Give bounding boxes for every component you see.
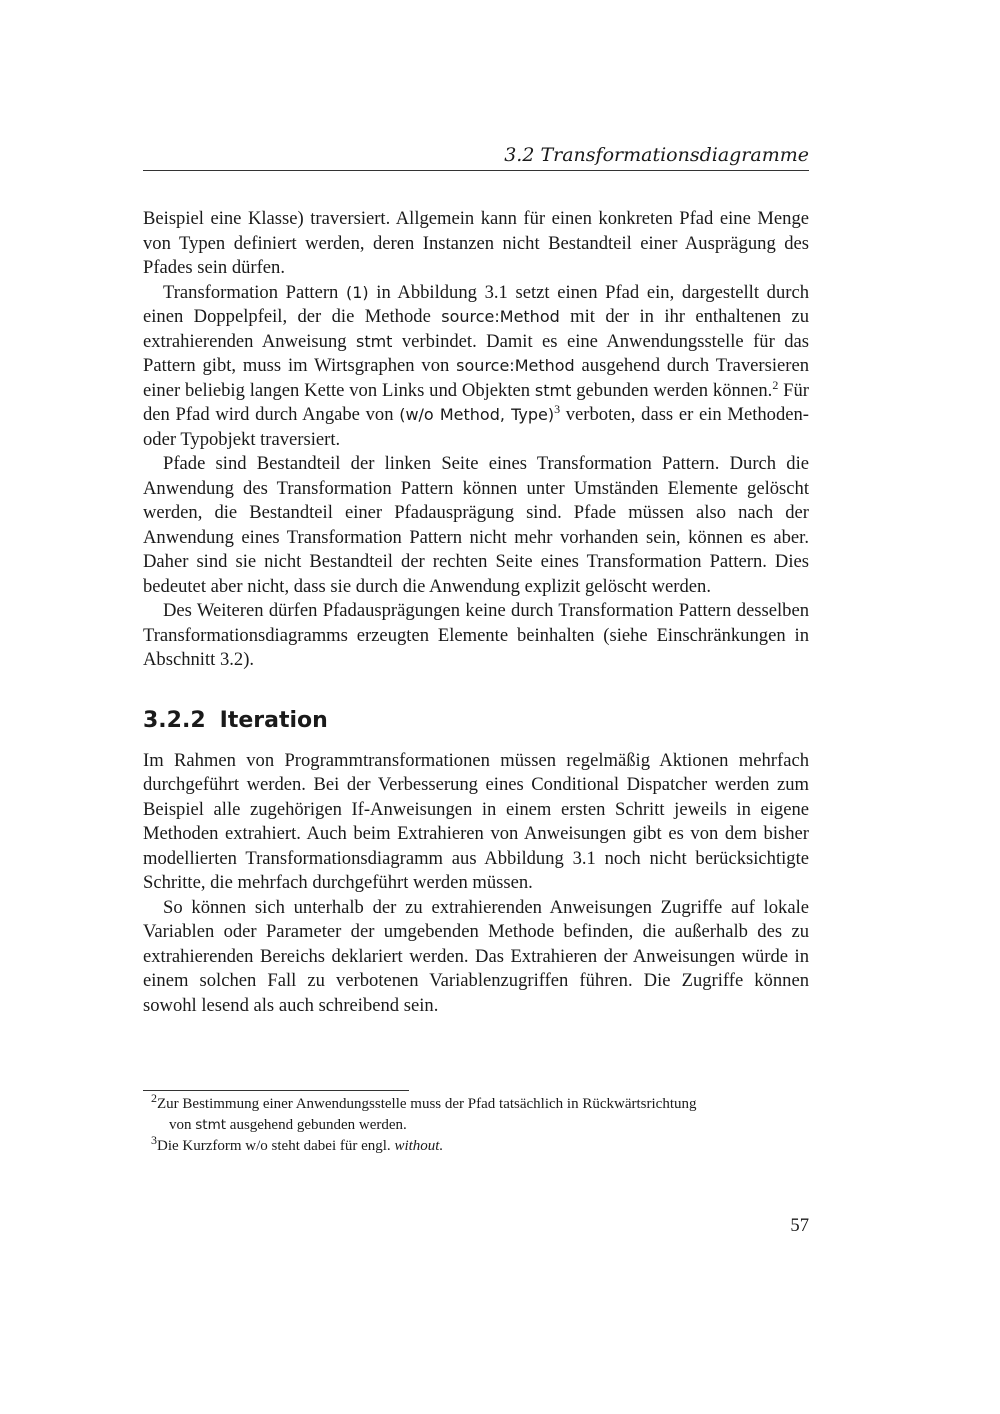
section-number: 3.2.2 <box>143 707 206 733</box>
p2-text: in Abbildung 3.1 setzt einen Pfad ein, dargestellt durch einen Doppelpfeil, der die Methode <box>143 281 809 327</box>
footnote-text: ausgehend gebunden werden. <box>226 1117 407 1133</box>
footnote-italic: without. <box>394 1138 444 1154</box>
paragraph-3: Pfade sind Bestandteil der linken Seite eines Transformation Pattern. Durch die Anwendung des Transformation Pattern können unter Umständen Elemente gelöscht werden, die Bestandteil einer Pfadausprägung sind. Pfade müssen also nach der Anwendung eines Transformation Pattern nicht mehr vorhanden sein, können es aber. Daher sind sie nicht Bestandteil der rechten Seite eines Transformation Pattern. Dies bedeutet aber nicht, dass sie durch die Anwendung explizit gelöscht werden. <box>143 453 809 597</box>
running-title: 3.2 Transformationsdiagramme <box>504 144 809 166</box>
code-stmt: stmt <box>534 380 572 400</box>
footnote-text: Die Kurzform w/o steht dabei für engl. <box>157 1138 395 1154</box>
code-stmt: stmt <box>355 331 393 351</box>
footnote-ref-2[interactable]: 2 <box>772 377 779 392</box>
paragraph-4: Des Weiteren dürfen Pfadausprägungen keine durch Transformation Pattern desselben Transformationsdiagramms erzeugten Elemente beinhalten (siehe Einschränkungen in Abschnitt 3.2). <box>143 600 809 670</box>
p2-text: Für den Pfad wird durch Angabe von <box>143 379 809 425</box>
pattern-ref: (1) <box>345 282 369 302</box>
footnote-mark: 2 <box>151 1091 157 1105</box>
p2-text: Transformation Pattern <box>163 281 346 303</box>
code-stmt: stmt <box>195 1117 227 1133</box>
p2-text: mit der in ihr enthaltenen zu extrahierenden Anweisung <box>143 306 809 352</box>
paragraph-5: Im Rahmen von Programmtransformationen müssen regelmäßig Aktionen mehrfach durchgeführt werden. Bei der Verbesserung eines Conditional Dispatcher werden zum Beispiel alle zugehörigen If-Anweisungen in einem ersten Schritt jeweils in eigene Methoden extrahiert. Auch beim Extrahieren von Anweisungen gibt es von dem bisher modellierten Transformationsdiagramm aus Abbildung 3.1 noch nicht berücksichtigte Schritte, die mehrfach durchgeführt werden müssen. <box>143 749 809 893</box>
footnote-continuation <box>151 1115 809 1136</box>
code-source-method: source:Method <box>456 356 575 375</box>
p2-text: ausgehend durch Traversieren einer beliebig langen Kette von Links und Objekten <box>143 355 809 401</box>
footnote-2 <box>143 1091 809 1136</box>
p2-text: verboten, dass er ein Methoden- oder Typobjekt traversiert. <box>143 404 809 450</box>
section-title: Iteration <box>219 707 328 733</box>
body-text <box>143 207 809 1018</box>
footnote-text: Zur Bestimmung einer Anwendungsstelle muss der Pfad tatsächlich in Rückwärtsrichtung <box>157 1096 697 1112</box>
paragraph-1: Beispiel eine Klasse) traversiert. Allgemein kann für einen konkreten Pfad eine Menge von Typen definiert werden, deren Instanzen nicht Bestandteil einer Ausprägung des Pfades sein dürfen. <box>143 208 809 278</box>
p2-text: gebunden werden können. <box>571 379 773 401</box>
footnote-ref-3[interactable]: 3 <box>554 401 561 416</box>
footnotes <box>143 1091 809 1157</box>
paragraph-6: So können sich unterhalb der zu extrahierenden Anweisungen Zugriffe auf lokale Variablen oder Parameter der umgebenden Methode befinden, die außerhalb des zu extrahierenden Bereichs deklariert werden. Das Extrahieren der Anweisungen würde in einem solchen Fall zu verbotenen Variablenzugriffen führen. Die Zugriffe können sowohl lesend als auch schreibend sein. <box>143 896 809 1016</box>
running-header <box>143 140 809 171</box>
footnote-mark: 3 <box>151 1133 157 1147</box>
code-source-method: source:Method <box>441 307 560 326</box>
section-heading <box>143 707 809 735</box>
footnote-text: von <box>169 1117 196 1133</box>
code-wo-method-type: (w/o Method, Type) <box>399 405 555 424</box>
p2-text: verbindet. Damit es eine Anwendungsstelle für das Pattern gibt, muss im Wirtsgraphen von <box>143 330 809 376</box>
page-number: 57 <box>790 1215 809 1236</box>
footnote-3 <box>143 1133 809 1157</box>
footnote-divider <box>143 1090 409 1091</box>
paragraph-2 <box>143 281 809 453</box>
